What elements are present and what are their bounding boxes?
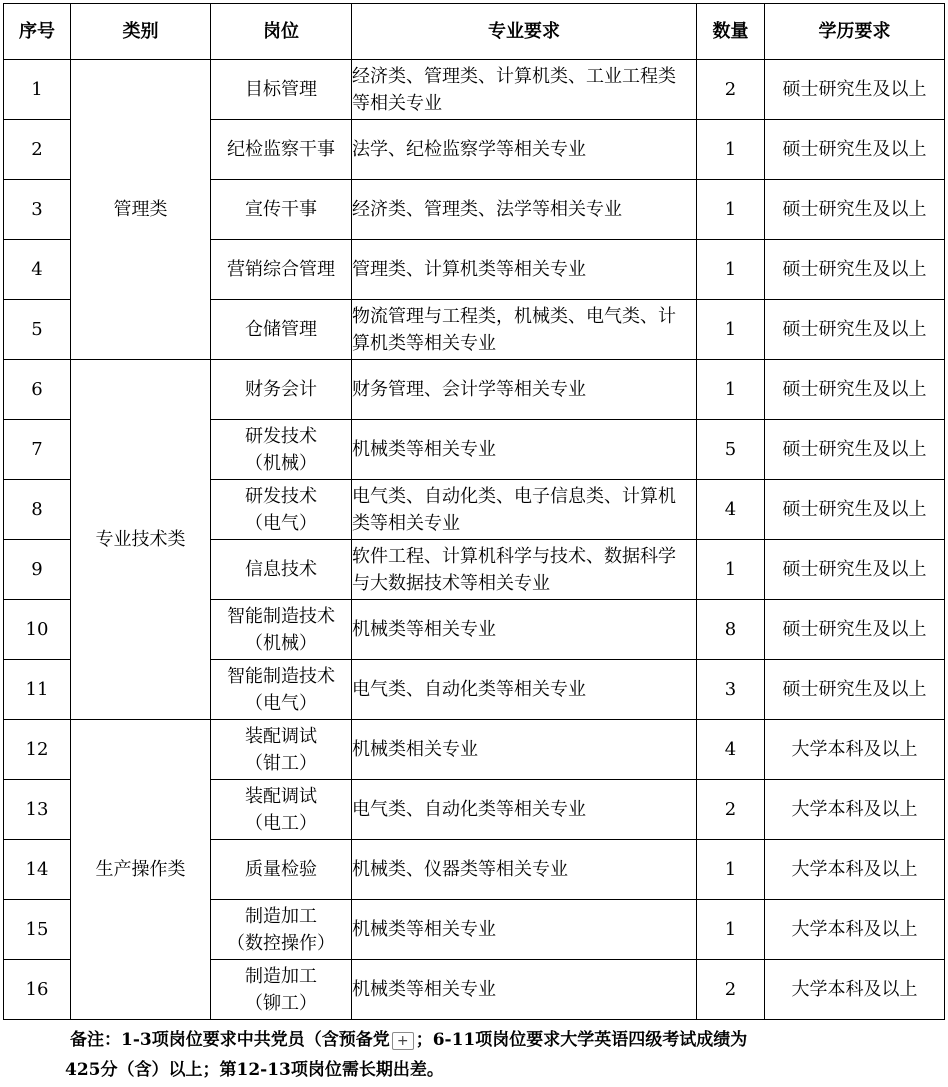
table-row bbox=[4, 360, 945, 420]
cell-position-line: 智能制造技术 bbox=[227, 665, 335, 687]
cell-education: 硕士研究生及以上 bbox=[765, 660, 945, 720]
cell-major bbox=[352, 360, 697, 420]
cell-category: 管理类 bbox=[71, 60, 211, 360]
header-position: 岗位 bbox=[211, 4, 352, 60]
cell-major bbox=[352, 420, 697, 480]
cell-count: 1 bbox=[697, 840, 765, 900]
cell-major bbox=[352, 600, 697, 660]
cell-position bbox=[211, 420, 352, 480]
cell-position-line: （电工） bbox=[245, 812, 317, 834]
cell-position-line: （电气） bbox=[245, 512, 317, 534]
cell-count: 1 bbox=[697, 300, 765, 360]
cell-education: 大学本科及以上 bbox=[765, 900, 945, 960]
footnote bbox=[65, 1025, 930, 1085]
cell-education: 硕士研究生及以上 bbox=[765, 240, 945, 300]
cell-major-line: 等相关专业 bbox=[352, 92, 442, 114]
cell-no: 6 bbox=[4, 360, 71, 420]
cell-education: 大学本科及以上 bbox=[765, 960, 945, 1020]
cell-major-line: 管理类、计算机类等相关专业 bbox=[352, 259, 586, 280]
cell-count: 1 bbox=[697, 120, 765, 180]
cell-major-line: 机械类、仪器类等相关专业 bbox=[352, 859, 568, 880]
cell-major-line: 软件工程、计算机科学与技术、数据科学 bbox=[352, 545, 676, 567]
header-major: 专业要求 bbox=[352, 4, 697, 60]
cell-major-line: 物流管理与工程类，机械类、电气类、计 bbox=[352, 305, 676, 327]
header-count: 数量 bbox=[697, 4, 765, 60]
cell-major-line: 类等相关专业 bbox=[352, 512, 460, 534]
cell-no: 3 bbox=[4, 180, 71, 240]
cell-position-line: 目标管理 bbox=[245, 79, 317, 100]
cell-position-line: 纪检监察干事 bbox=[227, 139, 335, 160]
cell-no: 8 bbox=[4, 480, 71, 540]
cell-count: 1 bbox=[697, 540, 765, 600]
cell-count: 1 bbox=[697, 180, 765, 240]
table-row bbox=[4, 720, 945, 780]
cell-education: 硕士研究生及以上 bbox=[765, 540, 945, 600]
cell-position-line: 信息技术 bbox=[245, 559, 317, 580]
cell-major bbox=[352, 480, 697, 540]
cell-count: 8 bbox=[697, 600, 765, 660]
cell-position-line: （电气） bbox=[245, 692, 317, 714]
cell-position-line: 装配调试 bbox=[245, 785, 317, 807]
cell-education: 硕士研究生及以上 bbox=[765, 180, 945, 240]
cell-major-line: 电气类、自动化类等相关专业 bbox=[352, 679, 586, 700]
cell-count: 5 bbox=[697, 420, 765, 480]
cell-position bbox=[211, 360, 352, 420]
cell-position-line: 研发技术 bbox=[245, 485, 317, 507]
cell-major-line: 法学、纪检监察学等相关专业 bbox=[352, 139, 586, 160]
cell-position-line: （机械） bbox=[245, 452, 317, 474]
cell-no: 4 bbox=[4, 240, 71, 300]
cell-major-line: 算机类等相关专业 bbox=[352, 332, 496, 354]
cell-major bbox=[352, 660, 697, 720]
cell-major bbox=[352, 540, 697, 600]
header-no: 序号 bbox=[4, 4, 71, 60]
header-category: 类别 bbox=[71, 4, 211, 60]
cell-education: 大学本科及以上 bbox=[765, 780, 945, 840]
cell-position bbox=[211, 240, 352, 300]
cell-education: 硕士研究生及以上 bbox=[765, 600, 945, 660]
cell-category: 专业技术类 bbox=[71, 360, 211, 720]
cell-position-line: 财务会计 bbox=[245, 379, 317, 400]
cell-education: 硕士研究生及以上 bbox=[765, 60, 945, 120]
cell-position-line: 营销综合管理 bbox=[227, 259, 335, 280]
cell-count: 1 bbox=[697, 900, 765, 960]
cell-no: 13 bbox=[4, 780, 71, 840]
cell-major-line: 机械类等相关专业 bbox=[352, 619, 496, 640]
table-row bbox=[4, 60, 945, 120]
footnote-part1: 备注：1-3项岗位要求中共党员（含预备党 bbox=[70, 1030, 390, 1050]
cell-position-line: （钳工） bbox=[245, 752, 317, 774]
cell-position bbox=[211, 300, 352, 360]
cell-education: 硕士研究生及以上 bbox=[765, 360, 945, 420]
cell-count: 2 bbox=[697, 780, 765, 840]
cell-education: 大学本科及以上 bbox=[765, 840, 945, 900]
cell-position-line: 装配调试 bbox=[245, 725, 317, 747]
header-education: 学历要求 bbox=[765, 4, 945, 60]
cell-position-line: 制造加工 bbox=[245, 965, 317, 987]
cell-major-line: 机械类等相关专业 bbox=[352, 439, 496, 460]
cell-position-line: 制造加工 bbox=[245, 905, 317, 927]
cell-position-line: 智能制造技术 bbox=[227, 605, 335, 627]
cell-count: 4 bbox=[697, 480, 765, 540]
cell-major-line: 机械类相关专业 bbox=[352, 739, 478, 760]
cell-education: 硕士研究生及以上 bbox=[765, 120, 945, 180]
cell-major-line: 经济类、管理类、法学等相关专业 bbox=[352, 199, 622, 220]
cell-major-line: 机械类等相关专业 bbox=[352, 979, 496, 1000]
cell-major-line: 机械类等相关专业 bbox=[352, 919, 496, 940]
cell-position-line: 质量检验 bbox=[245, 859, 317, 880]
cell-position bbox=[211, 960, 352, 1020]
cell-education: 硕士研究生及以上 bbox=[765, 300, 945, 360]
cell-major bbox=[352, 900, 697, 960]
cell-major bbox=[352, 300, 697, 360]
cell-no: 16 bbox=[4, 960, 71, 1020]
cell-no: 7 bbox=[4, 420, 71, 480]
cell-position bbox=[211, 480, 352, 540]
cell-count: 3 bbox=[697, 660, 765, 720]
cell-count: 4 bbox=[697, 720, 765, 780]
cell-position-line: 研发技术 bbox=[245, 425, 317, 447]
cell-major bbox=[352, 240, 697, 300]
cell-position bbox=[211, 540, 352, 600]
cell-position-line: （数控操作） bbox=[227, 932, 335, 954]
cell-count: 2 bbox=[697, 960, 765, 1020]
cell-count: 1 bbox=[697, 360, 765, 420]
recruitment-table bbox=[3, 3, 945, 1020]
cell-major-line: 经济类、管理类、计算机类、工业工程类 bbox=[352, 65, 676, 87]
table-header-row bbox=[4, 4, 945, 60]
footnote-part2: ；6-11项岗位要求大学英语四级考试成绩为 bbox=[415, 1030, 748, 1050]
cell-position bbox=[211, 720, 352, 780]
cell-position bbox=[211, 120, 352, 180]
cell-major bbox=[352, 120, 697, 180]
cell-no: 14 bbox=[4, 840, 71, 900]
cell-no: 5 bbox=[4, 300, 71, 360]
cell-position bbox=[211, 780, 352, 840]
cell-major bbox=[352, 720, 697, 780]
cell-major-line: 财务管理、会计学等相关专业 bbox=[352, 379, 586, 400]
cell-major bbox=[352, 960, 697, 1020]
cell-major bbox=[352, 840, 697, 900]
cell-major-line: 与大数据技术等相关专业 bbox=[352, 572, 550, 594]
cell-position bbox=[211, 900, 352, 960]
cell-count: 1 bbox=[697, 240, 765, 300]
cell-major bbox=[352, 60, 697, 120]
cell-major bbox=[352, 180, 697, 240]
cell-position-line: 仓储管理 bbox=[245, 319, 317, 340]
cell-position-line: 宣传干事 bbox=[245, 199, 317, 220]
cell-position-line: （机械） bbox=[245, 632, 317, 654]
cell-no: 9 bbox=[4, 540, 71, 600]
expand-plus-icon[interactable]: + bbox=[392, 1032, 414, 1050]
cell-position-line: （铆工） bbox=[245, 992, 317, 1014]
cell-no: 11 bbox=[4, 660, 71, 720]
cell-no: 10 bbox=[4, 600, 71, 660]
cell-count: 2 bbox=[697, 60, 765, 120]
cell-position bbox=[211, 840, 352, 900]
cell-education: 硕士研究生及以上 bbox=[765, 480, 945, 540]
cell-no: 15 bbox=[4, 900, 71, 960]
cell-major bbox=[352, 780, 697, 840]
cell-no: 2 bbox=[4, 120, 71, 180]
cell-position bbox=[211, 660, 352, 720]
cell-education: 大学本科及以上 bbox=[765, 720, 945, 780]
cell-position bbox=[211, 180, 352, 240]
cell-no: 1 bbox=[4, 60, 71, 120]
cell-education: 硕士研究生及以上 bbox=[765, 420, 945, 480]
footnote-line2: 425分（含）以上；第12-13项岗位需长期出差。 bbox=[65, 1060, 444, 1080]
cell-category: 生产操作类 bbox=[71, 720, 211, 1020]
cell-major-line: 电气类、自动化类等相关专业 bbox=[352, 799, 586, 820]
cell-major-line: 电气类、自动化类、电子信息类、计算机 bbox=[352, 485, 676, 507]
cell-no: 12 bbox=[4, 720, 71, 780]
cell-position bbox=[211, 60, 352, 120]
cell-position bbox=[211, 600, 352, 660]
